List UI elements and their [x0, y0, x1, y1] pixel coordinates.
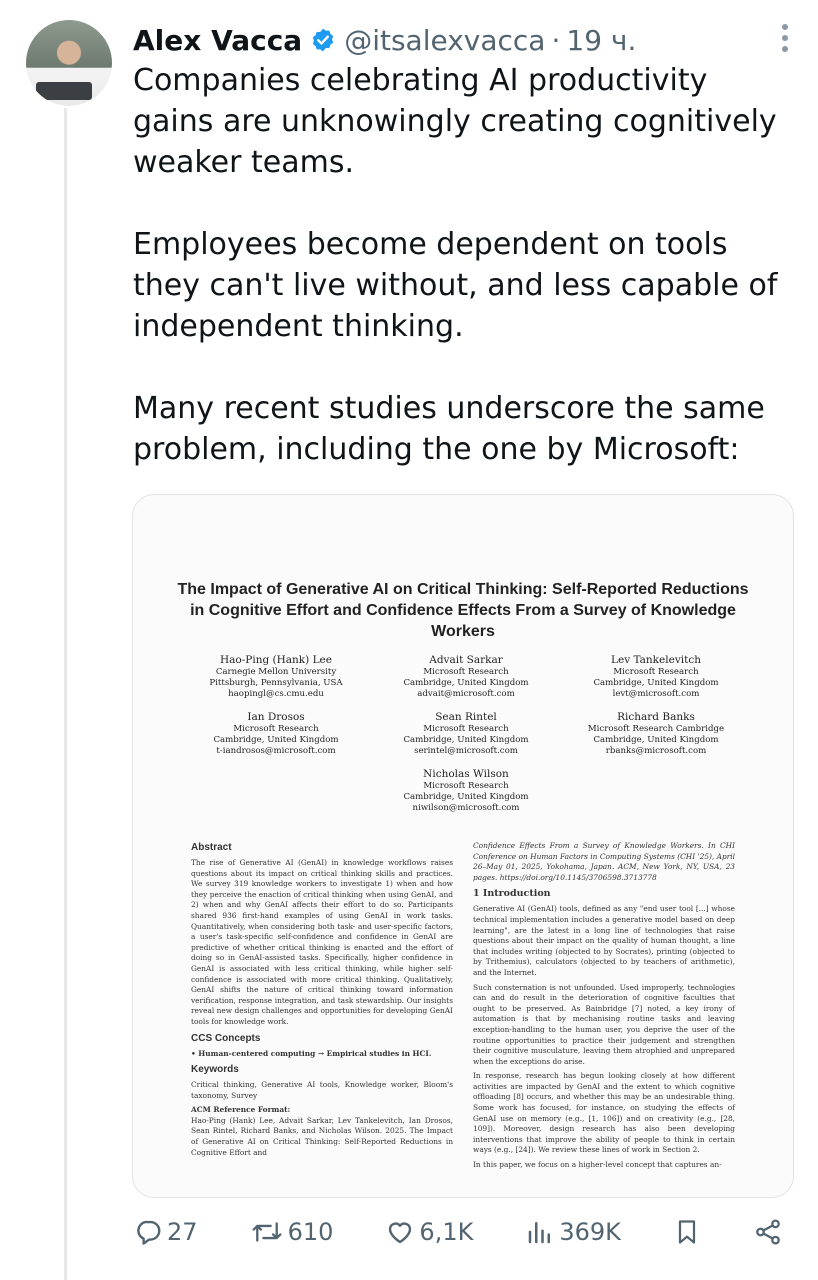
keywords-heading: Keywords: [191, 1064, 239, 1076]
attached-image[interactable]: [132, 494, 794, 1198]
paper-author: Nicholas Wilson Microsoft Research Cambridge, United Kingdom niwilson@microsoft.com: [403, 768, 529, 813]
paper-author: Sean Rintel Microsoft Research Cambridge, United Kingdom serintel@microsoft.com: [403, 711, 529, 756]
like-count: 6,1K: [419, 1218, 474, 1246]
author-name[interactable]: Alex Vacca: [133, 23, 303, 57]
acm-heading: ACM Reference Format:: [191, 1105, 291, 1115]
abstract-heading: Abstract: [191, 842, 232, 853]
abstract-text: The rise of Generative AI (GenAI) in knowledge workflows raises questions about its impact on critical thinking skills and practices. We survey 319 knowledge workers to investigate 1) when and how they perceive the enaction of critical thinking when using GenAI, and 2) when and why GenAI affects their effort to do so. Participants shared 936 first-hand examples of using GenAI in work tasks. Quantitatively, when considering both task- and user-specific factors, a user's task-specific self-confidence and confidence in GenAI are predictive of whether critical thinking is enacted and the effort of doing so in GenAI-assisted tasks. Specifically, higher confidence in GenAI is associated with less critical thinking, while higher self-confidence is associated with more critical thinking. Qualitatively, GenAI shifts the nature of critical thinking toward information verification, response integration, and task stewardship. Our insights reveal new design challenges and opportunities for developing GenAI tools for knowledge work.: [191, 858, 453, 1026]
reference-continuation: Confidence Effects From a Survey of Knowledge Workers. In CHI Conference on Human Factors in Computing Systems (CHI '25), April 26–May 01, 2025, Yokohama, Japan. ACM, New York, NY, USA, 23 pages. https://doi.org/10.1145/3706598.3713778: [473, 841, 735, 882]
views-count: 369K: [559, 1218, 621, 1246]
ccs-text: • Human-centered computing → Empirical studies in HCI.: [191, 1048, 432, 1058]
header-separator: ·: [551, 23, 561, 57]
bookmark-icon: [673, 1217, 701, 1247]
tweet-header: [133, 18, 798, 62]
repost-icon: [250, 1217, 284, 1247]
ccs-heading: CCS Concepts: [191, 1032, 261, 1044]
action-bar: [133, 1212, 783, 1252]
acm-reference: Hao-Ping (Hank) Lee, Advait Sarkar, Lev Tankelevitch, Ian Drosos, Sean Rintel, Richard Banks, and Nicholas Wilson. 2025. The Impact of Generative AI on Critical Thinking: Self-Reported Reductions in Cognitive Effort and: [191, 1115, 453, 1157]
tweet-paragraph: Many recent studies underscore the same problem, including the one by Microsoft:: [133, 391, 765, 467]
share-button[interactable]: [753, 1217, 783, 1247]
share-icon: [753, 1217, 783, 1247]
paper-authors: [181, 653, 751, 824]
intro-paragraph: Generative AI (GenAI) tools, defined as any "end user tool [...] whose technical implementation includes a generative model based on deep learning", are the latest in a long line of technologies that raise questions about their impact on the quality of human thought, a line that includes writing (objected to by Socrates), printing (objected to by Trithemius), calculators (objected to by teachers of arithmetic), and the Internet.: [473, 904, 735, 977]
verified-badge-icon: [310, 27, 336, 53]
tweet-text: [133, 60, 793, 470]
intro-paragraph: Such consternation is not unfounded. Used improperly, technologies can and do result in the deterioration of cognitive faculties that ought to be preserved. As Bainbridge [7] noted, a key irony of automation is that by mechanising routine tasks and leaving exception-handling to the human user, you deprive the user of the routine opportunities to practice their judgement and strengthen their cognitive musculature, leaving them atrophied and unprepared when the exceptions do arise.: [473, 982, 735, 1066]
heart-icon: [385, 1217, 415, 1247]
repost-button[interactable]: [250, 1217, 334, 1247]
reply-button[interactable]: [133, 1217, 198, 1247]
repost-count: 610: [287, 1218, 334, 1246]
thread-line: [64, 108, 67, 1280]
paper-author: Richard Banks Microsoft Research Cambridge Cambridge, United Kingdom rbanks@microsoft.com: [587, 711, 725, 756]
intro-paragraph: In this paper, we focus on a higher-level concept that captures an-: [473, 1160, 722, 1170]
tweet-paragraph: Employees become dependent on tools they can't live without, and less capable of independent thinking.: [133, 227, 778, 344]
author-handle[interactable]: @itsalexvacca: [344, 23, 546, 57]
more-options-icon[interactable]: [782, 24, 790, 52]
views-icon: [525, 1217, 555, 1247]
paper-left-column: [191, 841, 453, 1162]
intro-heading: 1 Introduction: [473, 888, 551, 900]
paper-page: [133, 495, 793, 1197]
paper-author: Lev Tankelevitch Microsoft Research Cambridge, United Kingdom levt@microsoft.com: [593, 654, 719, 699]
paper-author: Advait Sarkar Microsoft Research Cambridge, United Kingdom advait@microsoft.com: [403, 654, 529, 699]
reply-count: 27: [167, 1218, 198, 1246]
tweet-paragraph: Companies celebrating AI productivity gains are unknowingly creating cognitively weaker teams.: [133, 63, 777, 180]
paper-author: Ian Drosos Microsoft Research Cambridge, United Kingdom t-iandrosos@microsoft.com: [213, 711, 339, 756]
intro-paragraph: In response, research has begun looking closely at how different activities are impacted by GenAI and the extent to which cognitive offloading [8] occurs, and whether this may be an undesirable thing. Some work has focused, for instance, on studying the effects of GenAI use on memory (e.g., [1, 106]) and on creativity (e.g., [28, 109]). Moreover, design research has also been developing interventions that improve the ability of people to think in certain ways (e.g., [24]). We review these lines of work in Section 2.: [473, 1071, 735, 1155]
paper-right-column: [473, 841, 735, 1175]
keywords-text: Critical thinking, Generative AI tools, Knowledge worker, Bloom's taxonomy, Survey: [191, 1080, 453, 1100]
avatar[interactable]: [26, 20, 112, 106]
paper-author: Hao-Ping (Hank) Lee Carnegie Mellon University Pittsburgh, Pennsylvania, USA haopingl@cs.cmu.edu: [209, 654, 343, 699]
views-button[interactable]: [525, 1217, 621, 1247]
tweet-time[interactable]: 19 ч.: [566, 23, 637, 57]
reply-icon: [133, 1217, 163, 1247]
paper-title: The Impact of Generative AI on Critical Thinking: Self-Reported Reductions in Cognitive Effort and Confidence Effects From a Survey of Knowledge Workers: [177, 581, 749, 640]
like-button[interactable]: [385, 1217, 473, 1247]
bookmark-button[interactable]: [673, 1217, 701, 1247]
